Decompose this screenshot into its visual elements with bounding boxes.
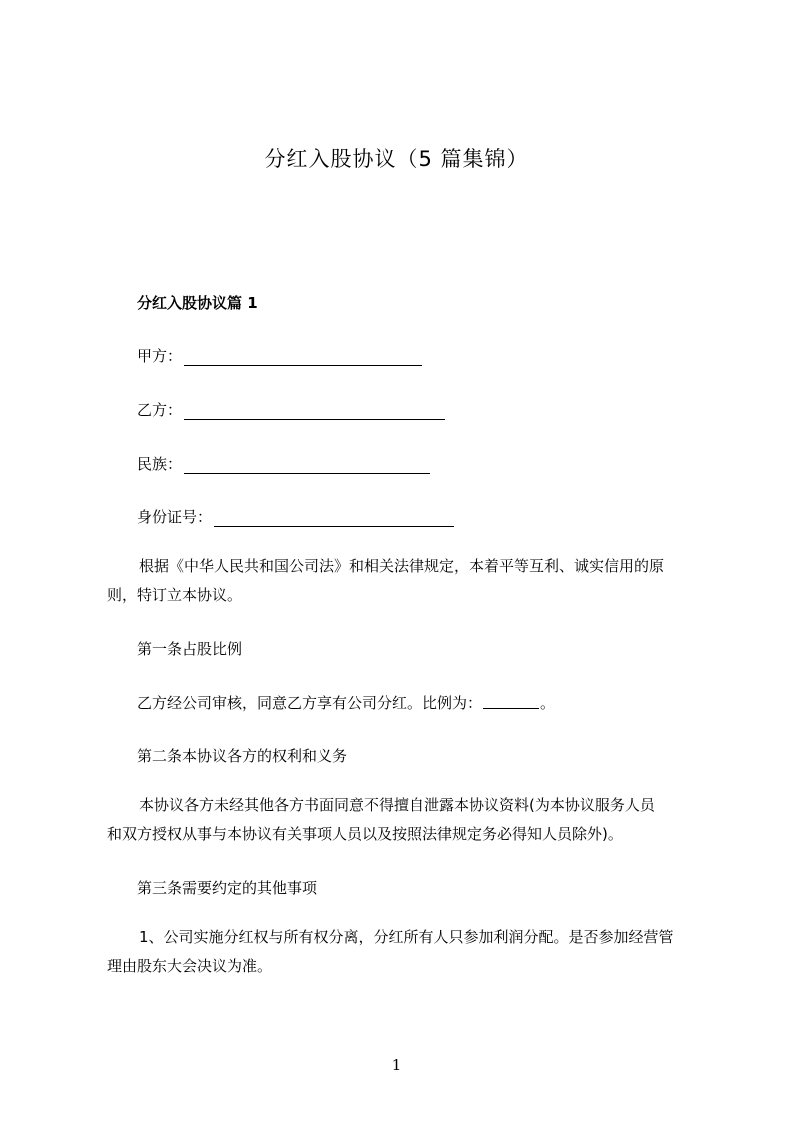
ethnicity-field [137,453,430,474]
id-number-label: 身份证号： [137,508,213,526]
party-a-field [137,345,422,366]
id-number-blank [214,512,454,527]
article-1-text-before: 乙方经公司审核，同意乙方享有公司分红。比例为： [137,694,483,712]
article-2-line-1: 本协议各方未经其他各方书面同意不得擅自泄露本协议资料(为本协议服务人员 [139,796,655,814]
article-3-item-1-line-2: 理由股东大会决议为准。 [107,957,273,975]
document-title: 分红入股协议（5 篇集锦） [264,147,529,171]
article-3-item-1-line-1: 1、公司实施分红权与所有权分离，分红所有人只参加利润分配。是否参加经营管 [139,928,674,946]
article-1-text [137,692,555,713]
article-3-item-1 [107,923,674,981]
page-number: 1 [391,1056,402,1074]
article-2-line-2: 和双方授权从事与本协议有关事项人员以及按照法律规定务必得知人员除外)。 [107,825,623,843]
ethnicity-label: 民族： [137,455,183,473]
party-a-blank [184,351,422,366]
preamble-line-1: 根据《中华人民共和国公司法》和相关法律规定，本着平等互利、诚实信用的原 [139,557,665,575]
party-a-label: 甲方： [137,347,183,365]
ratio-blank [483,694,539,709]
article-2-title: 第二条本协议各方的权利和义务 [137,747,348,765]
party-b-field [137,399,445,420]
preamble-paragraph [107,552,664,610]
ethnicity-blank [184,459,430,474]
article-1-title: 第一条占股比例 [137,640,243,658]
preamble-line-2: 则，特订立本协议。 [107,586,243,604]
id-number-field [137,506,454,527]
article-3-title: 第三条需要约定的其他事项 [137,879,318,897]
party-b-blank [184,405,445,420]
party-b-label: 乙方： [137,401,183,419]
article-2-paragraph [107,791,655,849]
article-1-text-after: 。 [540,694,556,712]
section-heading: 分红入股协议篇 1 [137,294,258,312]
